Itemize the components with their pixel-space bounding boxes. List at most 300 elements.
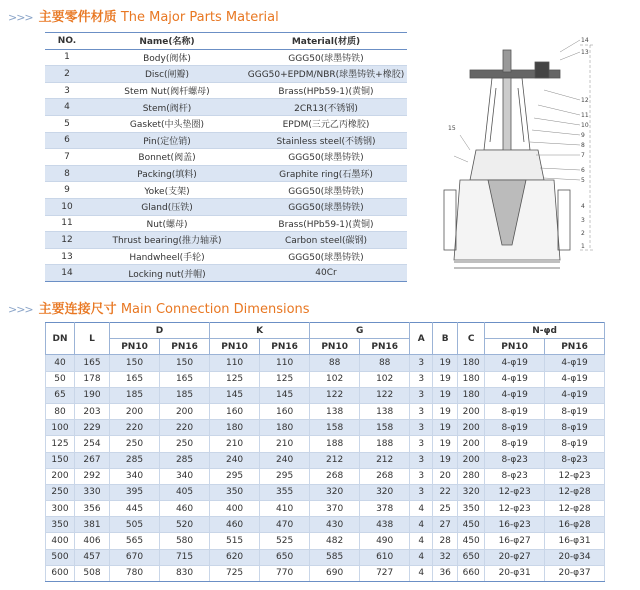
dims-cell: 254	[75, 436, 110, 452]
dims-cell: 3	[410, 436, 433, 452]
dims-cell: 110	[210, 355, 260, 371]
dims-cell: 8-φ19	[485, 403, 545, 419]
dims-cell: 610	[360, 549, 410, 565]
header-g-pn16: PN16	[360, 339, 410, 355]
dims-cell: 180	[458, 387, 485, 403]
dims-cell: 178	[75, 371, 110, 387]
dims-cell: 185	[160, 387, 210, 403]
table-row	[46, 468, 605, 484]
part-no: 10	[45, 198, 89, 215]
part-material: Brass(HPb59-1)(黄铜)	[245, 215, 407, 232]
dims-cell: 250	[46, 484, 75, 500]
dims-cell: 8-φ19	[545, 436, 605, 452]
part-name: Stem(阀杆)	[89, 99, 245, 116]
table-row	[46, 565, 605, 581]
part-no: 1	[45, 49, 89, 66]
dims-cell: 160	[210, 403, 260, 419]
section-title-cn: 主要连接尺寸	[38, 302, 117, 317]
dims-cell: 520	[160, 517, 210, 533]
table-row	[45, 115, 407, 132]
table-row	[46, 436, 605, 452]
table-row	[45, 49, 407, 66]
dims-cell: 505	[110, 517, 160, 533]
dims-cell: 4	[410, 549, 433, 565]
dims-cell: 770	[260, 565, 310, 581]
part-material: GGG50(球墨铸铁)	[245, 198, 407, 215]
dims-cell: 490	[360, 533, 410, 549]
dims-cell: 660	[458, 565, 485, 581]
diagram-callout-label: 11	[581, 112, 589, 119]
parts-header-row	[45, 33, 407, 50]
dims-cell: 725	[210, 565, 260, 581]
header-n-pn16: PN16	[545, 339, 605, 355]
dims-cell: 8-φ19	[545, 420, 605, 436]
part-material: GGG50(球墨铸铁)	[245, 182, 407, 199]
dims-cell: 12-φ28	[545, 501, 605, 517]
dims-cell: 670	[110, 549, 160, 565]
dims-cell: 125	[260, 371, 310, 387]
dims-cell: 200	[110, 403, 160, 419]
dims-cell: 240	[260, 452, 310, 468]
table-row	[46, 533, 605, 549]
dims-cell: 16-φ28	[545, 517, 605, 533]
part-name: Yoke(支架)	[89, 182, 245, 199]
part-material: Carbon steel(碳钢)	[245, 232, 407, 249]
part-name: Locking nut(并帽)	[89, 265, 245, 282]
dims-cell: 4	[410, 501, 433, 517]
table-row	[45, 265, 407, 282]
dims-cell: 450	[458, 533, 485, 549]
dims-cell: 229	[75, 420, 110, 436]
bonnet-shape	[470, 150, 544, 180]
table-row	[46, 371, 605, 387]
part-material: GGG50+EPDM/NBR(球墨铸铁+橡胶)	[245, 66, 407, 83]
dims-cell: 430	[310, 517, 360, 533]
dims-cell: 32	[433, 549, 458, 565]
table-row	[45, 99, 407, 116]
table-row	[45, 182, 407, 199]
dims-cell: 200	[458, 452, 485, 468]
dims-cell: 450	[458, 517, 485, 533]
table-row	[46, 387, 605, 403]
dims-cell: 158	[360, 420, 410, 436]
dims-cell: 295	[260, 468, 310, 484]
section-arrows-icon: >>>	[8, 303, 33, 316]
dims-cell: 381	[75, 517, 110, 533]
dims-cell: 220	[110, 420, 160, 436]
table-row	[46, 549, 605, 565]
dims-cell: 350	[46, 517, 75, 533]
table-row	[46, 484, 605, 500]
dims-cell: 210	[260, 436, 310, 452]
dims-cell: 400	[46, 533, 75, 549]
header-n: N-φd	[485, 323, 605, 339]
dims-cell: 4	[410, 517, 433, 533]
dims-cell: 4-φ19	[545, 371, 605, 387]
part-no: 2	[45, 66, 89, 83]
dims-cell: 19	[433, 355, 458, 371]
dims-cell: 212	[310, 452, 360, 468]
stem-shape	[503, 78, 511, 158]
dims-cell: 20-φ27	[485, 549, 545, 565]
dims-cell: 438	[360, 517, 410, 533]
diagram-callout-label: 7	[581, 152, 585, 159]
dims-cell: 3	[410, 484, 433, 500]
dims-cell: 3	[410, 355, 433, 371]
dims-cell: 3	[410, 420, 433, 436]
dims-cell: 267	[75, 452, 110, 468]
dims-cell: 122	[310, 387, 360, 403]
table-row	[45, 82, 407, 99]
dims-cell: 180	[260, 420, 310, 436]
dims-cell: 460	[210, 517, 260, 533]
dims-cell: 250	[110, 436, 160, 452]
dims-cell: 350	[458, 501, 485, 517]
header-material: Material(材质)	[245, 33, 407, 50]
dims-cell: 180	[458, 371, 485, 387]
dims-cell: 600	[46, 565, 75, 581]
dims-cell: 160	[260, 403, 310, 419]
dims-cell: 12-φ23	[485, 484, 545, 500]
dims-cell: 16-φ31	[545, 533, 605, 549]
dims-cell: 80	[46, 403, 75, 419]
table-row	[46, 517, 605, 533]
part-name: Thrust bearing(推力轴承)	[89, 232, 245, 249]
part-material: Stainless steel(不锈钢)	[245, 132, 407, 149]
dims-cell: 200	[46, 468, 75, 484]
section-title-cn: 主要零件材质	[38, 10, 117, 25]
part-material: GGG50(球墨铸铁)	[245, 49, 407, 66]
table-row	[45, 215, 407, 232]
dims-cell: 4	[410, 565, 433, 581]
header-n-pn10: PN10	[485, 339, 545, 355]
dims-cell: 203	[75, 403, 110, 419]
table-row	[46, 403, 605, 419]
diagram-callout-label: 2	[581, 230, 585, 237]
part-material: GGG50(球墨铸铁)	[245, 149, 407, 166]
dims-cell: 250	[160, 436, 210, 452]
dims-cell: 188	[360, 436, 410, 452]
gate-valve-diagram	[440, 30, 610, 280]
table-row	[46, 501, 605, 517]
dims-cell: 340	[160, 468, 210, 484]
dims-cell: 525	[260, 533, 310, 549]
dims-cell: 185	[110, 387, 160, 403]
dims-cell: 457	[75, 549, 110, 565]
dims-cell: 19	[433, 436, 458, 452]
header-d-pn16: PN16	[160, 339, 210, 355]
diagram-callout-label: 13	[581, 49, 589, 56]
dims-cell: 8-φ19	[485, 420, 545, 436]
dims-cell: 268	[310, 468, 360, 484]
dims-cell: 240	[210, 452, 260, 468]
dims-cell: 4	[410, 533, 433, 549]
diagram-callout-label: 14	[581, 37, 589, 44]
part-name: Bonnet(阀盖)	[89, 149, 245, 166]
part-material: GGG50(球墨铸铁)	[245, 248, 407, 265]
dims-cell: 8-φ19	[485, 436, 545, 452]
dims-cell: 20-φ34	[545, 549, 605, 565]
dims-cell: 355	[260, 484, 310, 500]
header-k-pn16: PN16	[260, 339, 310, 355]
dims-cell: 180	[210, 420, 260, 436]
header-l: L	[75, 323, 110, 355]
header-d: D	[110, 323, 210, 339]
part-name: Gasket(中头垫圈)	[89, 115, 245, 132]
part-no: 5	[45, 115, 89, 132]
header-c: C	[458, 323, 485, 355]
dims-cell: 12-φ23	[545, 468, 605, 484]
diagram-callout-label: 10	[581, 122, 589, 129]
dims-cell: 200	[458, 403, 485, 419]
part-no: 14	[45, 265, 89, 282]
dims-cell: 19	[433, 387, 458, 403]
dims-cell: 690	[310, 565, 360, 581]
dims-section-title	[8, 298, 310, 317]
dims-cell: 482	[310, 533, 360, 549]
part-name: Handwheel(手轮)	[89, 248, 245, 265]
handwheel-handle-shape	[535, 62, 549, 78]
diagram-callout-label: 4	[581, 203, 585, 210]
dims-cell: 285	[160, 452, 210, 468]
dims-cell: 180	[458, 355, 485, 371]
dims-cell: 500	[46, 549, 75, 565]
dims-cell: 145	[210, 387, 260, 403]
dims-cell: 212	[360, 452, 410, 468]
dims-cell: 65	[46, 387, 75, 403]
table-row	[45, 149, 407, 166]
part-name: Pin(定位销)	[89, 132, 245, 149]
part-material: Brass(HPb59-1)(黄铜)	[245, 82, 407, 99]
part-no: 12	[45, 232, 89, 249]
dims-cell: 88	[360, 355, 410, 371]
dims-cell: 580	[160, 533, 210, 549]
dims-cell: 378	[360, 501, 410, 517]
part-name: Disc(闸瓣)	[89, 66, 245, 83]
part-material: Graphite ring(石墨环)	[245, 165, 407, 182]
dims-cell: 585	[310, 549, 360, 565]
header-b: B	[433, 323, 458, 355]
dims-cell: 356	[75, 501, 110, 517]
dims-cell: 125	[210, 371, 260, 387]
dims-cell: 28	[433, 533, 458, 549]
diagram-callout-label: 1	[581, 243, 585, 250]
part-no: 9	[45, 182, 89, 199]
part-name: Nut(螺母)	[89, 215, 245, 232]
dims-cell: 445	[110, 501, 160, 517]
diagram-callout-label: 15	[448, 125, 456, 132]
table-row	[46, 420, 605, 436]
dims-cell: 295	[210, 468, 260, 484]
section-title-en: Main Connection Dimensions	[120, 302, 310, 317]
dims-cell: 125	[46, 436, 75, 452]
dims-cell: 200	[160, 403, 210, 419]
dims-cell: 138	[310, 403, 360, 419]
dims-cell: 4-φ19	[485, 371, 545, 387]
dims-cell: 3	[410, 403, 433, 419]
dims-cell: 340	[110, 468, 160, 484]
dims-cell: 395	[110, 484, 160, 500]
dims-cell: 145	[260, 387, 310, 403]
table-row	[46, 355, 605, 371]
dims-cell: 370	[310, 501, 360, 517]
dims-cell: 460	[160, 501, 210, 517]
diagram-callout-label: 5	[581, 177, 585, 184]
header-k: K	[210, 323, 310, 339]
dims-cell: 150	[110, 355, 160, 371]
dims-cell: 188	[310, 436, 360, 452]
dims-cell: 110	[260, 355, 310, 371]
dims-cell: 27	[433, 517, 458, 533]
header-g: G	[310, 323, 410, 339]
left-flange-shape	[444, 190, 456, 250]
dims-cell: 780	[110, 565, 160, 581]
table-row	[45, 165, 407, 182]
dims-cell: 406	[75, 533, 110, 549]
part-name: Packing(填料)	[89, 165, 245, 182]
dims-cell: 8-φ23	[485, 468, 545, 484]
header-no: NO.	[45, 33, 89, 50]
dims-cell: 22	[433, 484, 458, 500]
dims-cell: 470	[260, 517, 310, 533]
connection-dimensions-table	[45, 322, 605, 582]
part-material: 40Cr	[245, 265, 407, 282]
dims-cell: 20-φ31	[485, 565, 545, 581]
table-row	[45, 132, 407, 149]
dims-cell: 102	[310, 371, 360, 387]
table-row	[45, 248, 407, 265]
dims-cell: 400	[210, 501, 260, 517]
dims-cell: 4-φ19	[485, 355, 545, 371]
dims-cell: 210	[210, 436, 260, 452]
dims-cell: 320	[360, 484, 410, 500]
dims-cell: 4-φ19	[545, 387, 605, 403]
dims-header-row-2	[46, 339, 605, 355]
table-row	[45, 66, 407, 83]
header-dn: DN	[46, 323, 75, 355]
dims-cell: 200	[458, 420, 485, 436]
dims-cell: 165	[160, 371, 210, 387]
dims-cell: 268	[360, 468, 410, 484]
dims-cell: 20	[433, 468, 458, 484]
table-row	[45, 232, 407, 249]
dims-cell: 3	[410, 468, 433, 484]
dims-cell: 320	[458, 484, 485, 500]
table-row	[46, 452, 605, 468]
part-no: 4	[45, 99, 89, 116]
dims-cell: 620	[210, 549, 260, 565]
part-material: 2CR13(不锈钢)	[245, 99, 407, 116]
dims-cell: 165	[75, 355, 110, 371]
dims-cell: 122	[360, 387, 410, 403]
table-row	[45, 198, 407, 215]
dims-cell: 830	[160, 565, 210, 581]
header-k-pn10: PN10	[210, 339, 260, 355]
dims-cell: 190	[75, 387, 110, 403]
part-name: Gland(压铁)	[89, 198, 245, 215]
dims-cell: 138	[360, 403, 410, 419]
dims-cell: 410	[260, 501, 310, 517]
part-no: 11	[45, 215, 89, 232]
header-name: Name(名称)	[89, 33, 245, 50]
dims-cell: 650	[458, 549, 485, 565]
section-arrows-icon: >>>	[8, 11, 33, 24]
dims-cell: 292	[75, 468, 110, 484]
dims-cell: 165	[110, 371, 160, 387]
dims-cell: 12-φ23	[485, 501, 545, 517]
dims-cell: 508	[75, 565, 110, 581]
diagram-callout-label: 12	[581, 97, 589, 104]
dims-cell: 650	[260, 549, 310, 565]
dims-cell: 350	[210, 484, 260, 500]
dims-header-row-1	[46, 323, 605, 339]
part-no: 7	[45, 149, 89, 166]
part-material: EPDM(三元乙丙橡胶)	[245, 115, 407, 132]
dims-cell: 300	[46, 501, 75, 517]
dims-cell: 3	[410, 387, 433, 403]
dims-cell: 4-φ19	[485, 387, 545, 403]
dims-cell: 8-φ23	[545, 452, 605, 468]
dims-cell: 16-φ23	[485, 517, 545, 533]
dims-cell: 8-φ23	[485, 452, 545, 468]
dims-cell: 100	[46, 420, 75, 436]
dimension-lines	[454, 262, 560, 268]
stem-top-shape	[503, 50, 511, 72]
dims-cell: 405	[160, 484, 210, 500]
dims-cell: 158	[310, 420, 360, 436]
dims-cell: 3	[410, 452, 433, 468]
diagram-callout-label: 8	[581, 142, 585, 149]
dims-cell: 4-φ19	[545, 355, 605, 371]
dims-cell: 3	[410, 371, 433, 387]
part-no: 8	[45, 165, 89, 182]
dims-cell: 25	[433, 501, 458, 517]
header-a: A	[410, 323, 433, 355]
dims-cell: 565	[110, 533, 160, 549]
part-no: 3	[45, 82, 89, 99]
dims-cell: 36	[433, 565, 458, 581]
dims-cell: 150	[46, 452, 75, 468]
dims-cell: 19	[433, 420, 458, 436]
dims-cell: 715	[160, 549, 210, 565]
dims-cell: 102	[360, 371, 410, 387]
part-name: Body(阀体)	[89, 49, 245, 66]
dims-cell: 330	[75, 484, 110, 500]
dims-cell: 40	[46, 355, 75, 371]
dims-cell: 200	[458, 436, 485, 452]
header-d-pn10: PN10	[110, 339, 160, 355]
diagram-callout-label: 3	[581, 217, 585, 224]
diagram-callout-label: 6	[581, 167, 585, 174]
right-flange-shape	[558, 190, 570, 250]
part-name: Stem Nut(阀杆螺母)	[89, 82, 245, 99]
parts-material-table	[45, 32, 407, 282]
dims-cell: 12-φ28	[545, 484, 605, 500]
dims-cell: 19	[433, 452, 458, 468]
dims-cell: 50	[46, 371, 75, 387]
dims-cell: 16-φ27	[485, 533, 545, 549]
dims-cell: 285	[110, 452, 160, 468]
section-title-en: The Major Parts Material	[120, 10, 279, 25]
dims-cell: 220	[160, 420, 210, 436]
dims-cell: 150	[160, 355, 210, 371]
part-no: 6	[45, 132, 89, 149]
diagram-callout-label: 9	[581, 132, 585, 139]
dims-cell: 19	[433, 371, 458, 387]
dims-cell: 727	[360, 565, 410, 581]
dims-cell: 88	[310, 355, 360, 371]
dims-cell: 320	[310, 484, 360, 500]
